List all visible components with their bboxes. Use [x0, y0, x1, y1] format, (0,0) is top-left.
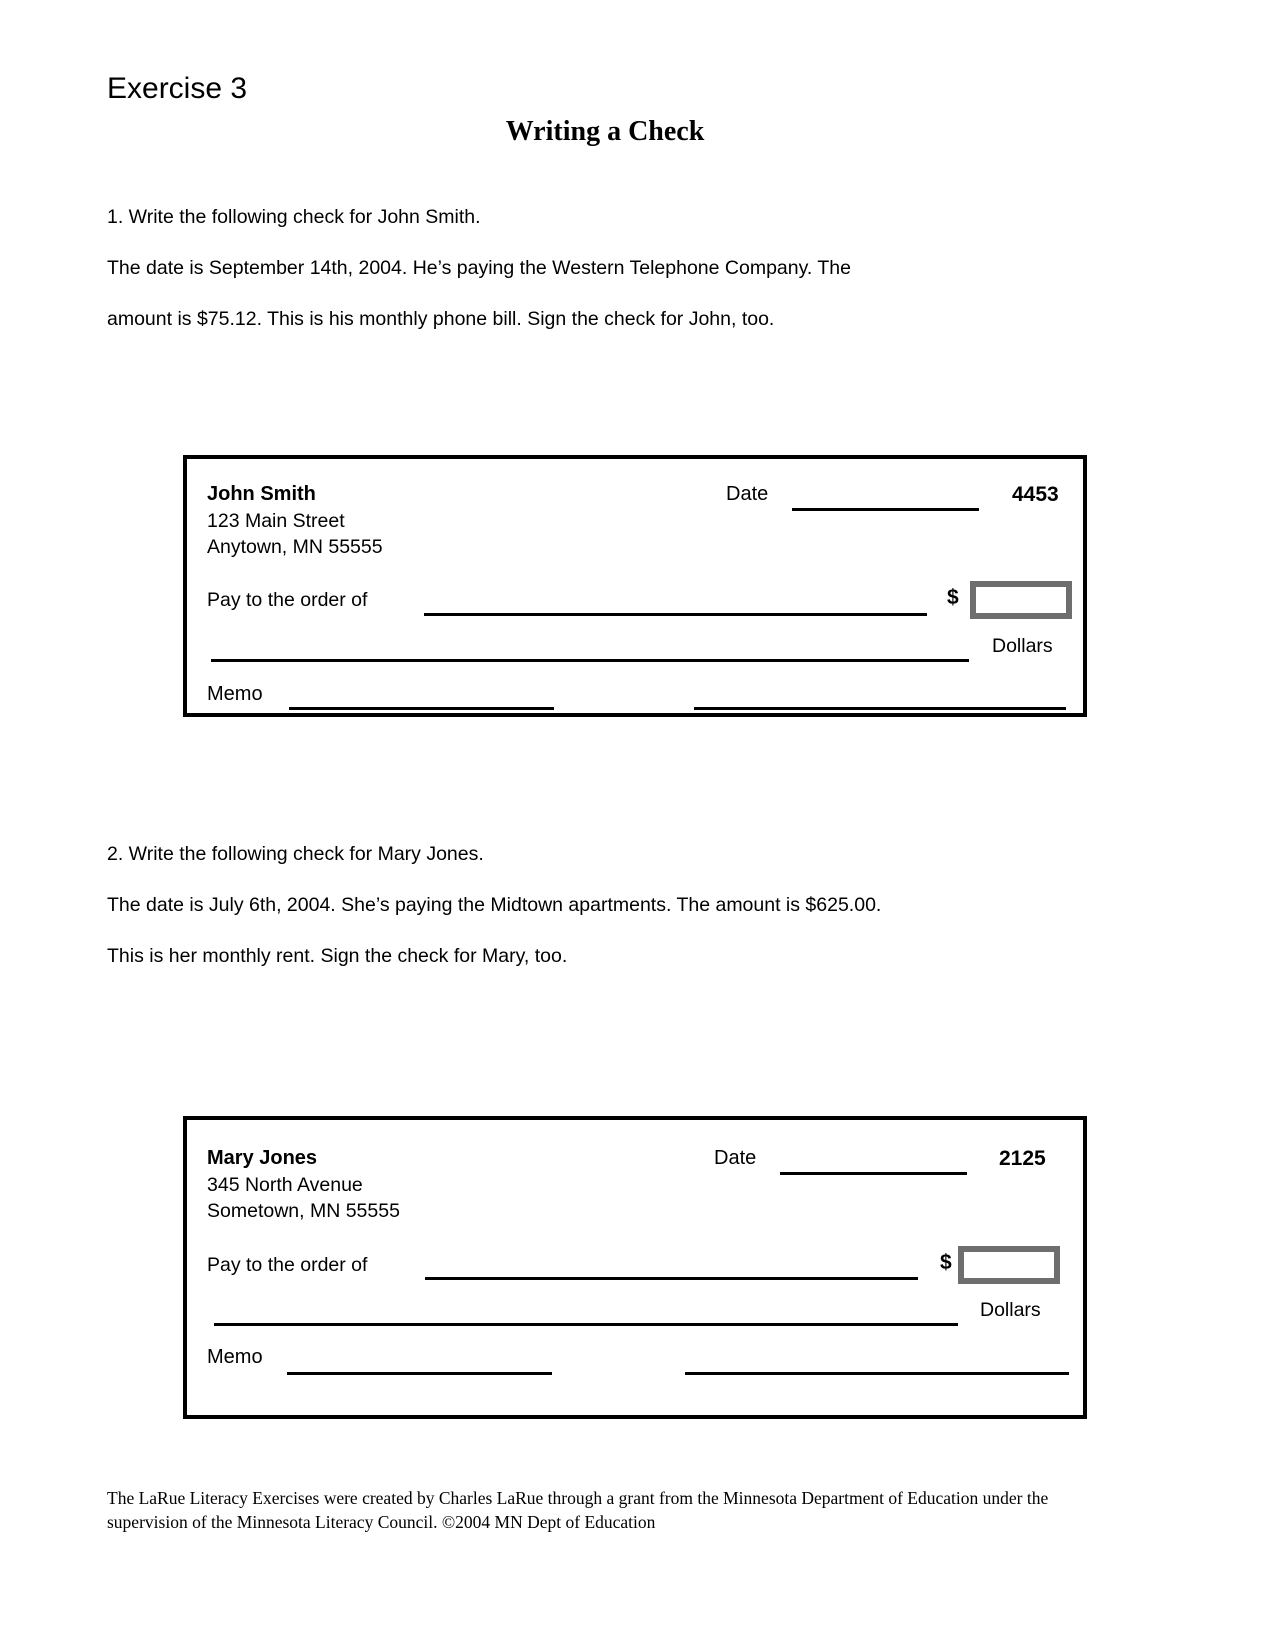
memo-label: Memo [207, 683, 263, 705]
instruction-line: amount is $75.12. This is his monthly phone bill. Sign the check for John, too. [107, 308, 775, 330]
dollar-sign: $ [947, 586, 959, 609]
payee-blank-line[interactable] [424, 613, 927, 616]
page-title: Writing a Check [505, 116, 705, 147]
pay-to-label: Pay to the order of [207, 1254, 368, 1276]
amount-words-blank-line[interactable] [214, 1323, 958, 1326]
instruction-line: The date is July 6th, 2004. She’s paying the Midtown apartments. The amount is $625.00. [107, 894, 882, 916]
check-number: 2125 [999, 1147, 1046, 1170]
instruction-line: The date is September 14th, 2004. He’s paying the Western Telephone Company. The [107, 257, 851, 279]
payer-info-block [207, 481, 383, 561]
amount-words-blank-line[interactable] [211, 659, 969, 662]
exercise-label: Exercise 3 [107, 72, 248, 105]
dollar-sign: $ [940, 1251, 952, 1274]
payer-address-line1: 123 Main Street [207, 509, 345, 532]
instruction-line: This is her monthly rent. Sign the check for Mary, too. [107, 945, 568, 967]
payee-blank-line[interactable] [425, 1277, 918, 1280]
payer-name: John Smith [207, 483, 316, 505]
amount-box[interactable] [958, 1246, 1060, 1284]
date-label: Date [726, 483, 769, 505]
dollars-label: Dollars [980, 1299, 1041, 1321]
check-john-smith [183, 455, 1087, 717]
memo-blank-line[interactable] [287, 1372, 552, 1375]
amount-box[interactable] [970, 581, 1072, 619]
memo-blank-line[interactable] [289, 707, 554, 710]
instruction-paragraph-2 [107, 829, 881, 982]
signature-blank-line[interactable] [694, 707, 1066, 710]
instruction-paragraph-1 [107, 192, 851, 345]
memo-label: Memo [207, 1346, 263, 1368]
check-number: 4453 [1012, 483, 1059, 506]
check-mary-jones [183, 1116, 1087, 1419]
payer-name: Mary Jones [207, 1147, 318, 1169]
payer-address-line2: Sometown, MN 55555 [207, 1200, 400, 1222]
footer-line: The LaRue Literacy Exercises were created by Charles LaRue through a grant from the Minnesota Department of Education under the [107, 1488, 1049, 1508]
pay-to-label: Pay to the order of [207, 589, 368, 611]
payer-address-line1: 345 North Avenue [207, 1173, 363, 1196]
payer-info-block [207, 1145, 400, 1225]
instruction-line: 1. Write the following check for John Smith. [107, 206, 481, 228]
signature-blank-line[interactable] [685, 1372, 1069, 1375]
date-blank-line[interactable] [780, 1172, 967, 1175]
dollars-label: Dollars [992, 635, 1053, 657]
footer-line: supervision of the Minnesota Literacy Council. ©2004 MN Dept of Education [107, 1511, 656, 1532]
date-label: Date [714, 1147, 757, 1169]
footer-credit [107, 1487, 1048, 1534]
payer-address-line2: Anytown, MN 55555 [207, 536, 383, 558]
date-blank-line[interactable] [792, 508, 979, 511]
instruction-line: 2. Write the following check for Mary Jones. [107, 843, 484, 865]
